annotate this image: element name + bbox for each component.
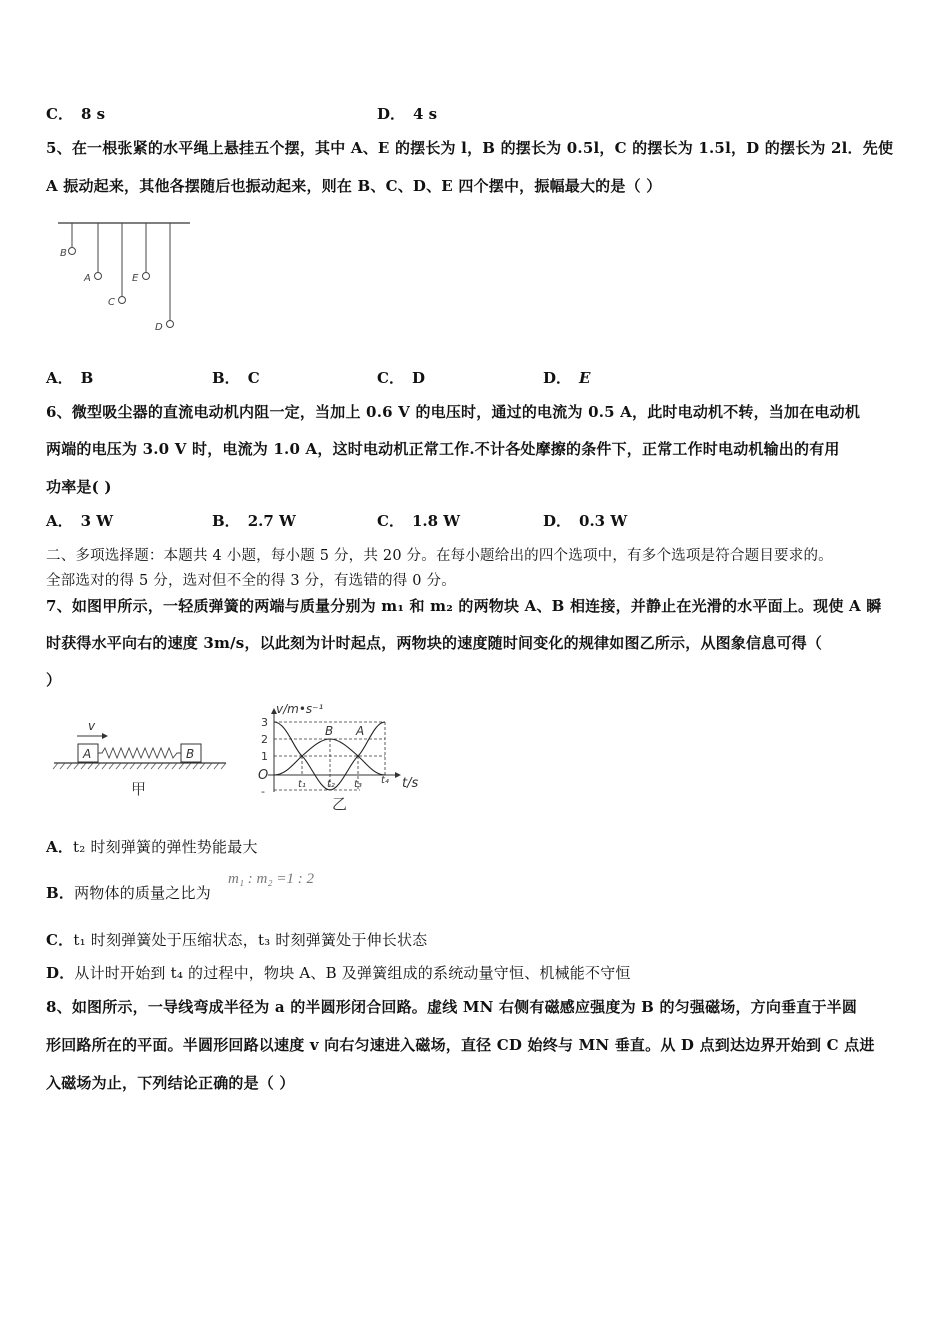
q5-stem-line2: A 振动起来，其他各摆随后也振动起来，则在 B、C、D、E 四个摆中，振幅最大的是（ ）: [46, 177, 662, 195]
q7-option-a[interactable]: [46, 836, 258, 857]
q4-option-d[interactable]: [377, 103, 437, 124]
q6-option-d[interactable]: [543, 510, 627, 531]
q5-option-a[interactable]: [46, 367, 93, 388]
q6-stem-line2: 两端的电压为 3.0 V 时，电流为 1.0 A，这时电动机正常工作.不计各处摩擦的条件下，正常工作时电动机输出的有用: [46, 440, 840, 458]
option-text: 两物体的质量之比为: [74, 884, 211, 902]
q6-stem-line1: 6、微型吸尘器的直流电动机内阻一定，当加上 0.6 V 的电压时，通过的电流为 0.5 A，此时电动机不转，当加在电动机: [46, 403, 861, 421]
option-key: A．: [46, 512, 73, 530]
q6-option-c[interactable]: [377, 510, 460, 531]
x-tick-t4: t₄: [381, 775, 389, 786]
section2-heading-line2: 全部选对的得 5 分，选对但不全的得 3 分，有选错的得 0 分。: [46, 573, 456, 589]
curve-b: [274, 739, 385, 775]
y-tick-1: 1: [261, 750, 268, 763]
q6-option-b[interactable]: [212, 510, 296, 531]
section2-heading-line1: 二、多项选择题：本题共 4 小题，每小题 5 分，共 20 分。在每小题给出的四个选项中，有多个选项是符合题目要求的。: [46, 548, 833, 564]
option-text: 2.7 W: [247, 512, 296, 530]
curve-label-a: A: [356, 724, 365, 738]
option-key: D．: [377, 105, 406, 123]
option-key: C．: [377, 369, 404, 387]
origin-label: O: [258, 768, 269, 783]
q7-option-b[interactable]: [46, 882, 211, 903]
pendulum-label-e: E: [132, 273, 139, 284]
option-key: C．: [46, 931, 74, 949]
y-axis-label: v/m•s⁻¹: [276, 702, 324, 716]
pendulum-label-d: D: [155, 322, 163, 333]
mass-ratio-formula: m₁ : m₂ =1 : 2: [228, 871, 314, 887]
option-key: C．: [46, 105, 73, 123]
spring-blocks-figure: [50, 712, 235, 807]
option-text: t₂ 时刻弹簧的弹性势能最大: [73, 838, 258, 856]
x-axis-label: t/s: [402, 776, 419, 791]
option-text: 4 s: [413, 105, 438, 123]
option-key: B．: [212, 369, 240, 387]
block-b-label: B: [186, 747, 195, 761]
velocity-time-graph: [250, 697, 430, 815]
q7-stem-line3: ）: [46, 671, 62, 689]
x-tick-t1: t₁: [298, 779, 306, 790]
figure-a-caption: 甲: [131, 780, 147, 798]
pendulum-label-c: C: [108, 297, 115, 308]
y-tick-3: 3: [261, 716, 268, 729]
option-text: 3 W: [80, 512, 114, 530]
y-tick-2: 2: [261, 733, 268, 746]
x-tick-t2: t₂: [327, 779, 335, 790]
q8-stem-line2: 形回路所在的平面。半圆形回路以速度 v 向右匀速进入磁场，直径 CD 始终与 MN 垂直。从 D 点到达边界开始到 C 点进: [46, 1036, 875, 1054]
option-text: E: [579, 369, 591, 387]
option-key: C．: [377, 512, 404, 530]
option-text: 从计时开始到 t₄ 的过程中，物块 A、B 及弹簧组成的系统动量守恒、机械能不守恒: [74, 964, 631, 982]
pendulum-label-b: B: [60, 248, 67, 259]
q4-option-c[interactable]: [46, 103, 105, 124]
curve-label-b: B: [325, 724, 334, 738]
q6-stem-line3: 功率是( ): [46, 478, 112, 496]
spring: [98, 748, 181, 758]
option-key: B．: [46, 884, 75, 902]
q5-option-d[interactable]: [543, 367, 590, 388]
y-tick-minus: -: [261, 785, 265, 798]
option-key: B．: [212, 512, 240, 530]
block-a-label: A: [83, 747, 92, 761]
x-tick-t3: t₃: [354, 779, 362, 790]
option-key: D．: [543, 369, 572, 387]
pendulum-figure: [50, 215, 195, 340]
q7-stem-line1: 7、如图甲所示，一轻质弹簧的两端与质量分别为 m₁ 和 m₂ 的两物块 A、B 相连接，并静止在光滑的水平面上。现使 A 瞬: [46, 597, 882, 615]
q5-stem-line1: 5、在一根张紧的水平绳上悬挂五个摆，其中 A、E 的摆长为 l，B 的摆长为 0.5l，C 的摆长为 1.5l，D 的摆长为 2l．先使: [46, 139, 894, 157]
option-key: A．: [46, 838, 74, 856]
q8-stem-line3: 入磁场为止，下列结论正确的是（ ）: [46, 1074, 295, 1092]
option-text: 0.3 W: [579, 512, 628, 530]
option-key: A．: [46, 369, 73, 387]
q7-stem-line2: 时获得水平向右的速度 3m/s，以此刻为计时起点，两物块的速度随时间变化的规律如图乙所示，从图象信息可得（: [46, 634, 823, 652]
q5-option-b[interactable]: [212, 367, 260, 388]
q6-option-a[interactable]: [46, 510, 113, 531]
option-text: D: [411, 369, 425, 387]
option-text: t₁ 时刻弹簧处于压缩状态，t₃ 时刻弹簧处于伸长状态: [73, 931, 428, 949]
q7-option-c[interactable]: [46, 929, 427, 950]
option-key: D．: [543, 512, 572, 530]
option-key: D．: [46, 964, 75, 982]
option-text: C: [247, 369, 260, 387]
pendulum-label-a: A: [84, 273, 91, 284]
option-text: 1.8 W: [411, 512, 461, 530]
option-text: B: [80, 369, 94, 387]
figure-b-caption: 乙: [332, 795, 348, 813]
velocity-label: v: [88, 719, 96, 733]
option-text: 8 s: [80, 105, 106, 123]
q7-option-d[interactable]: [46, 962, 631, 983]
q5-option-c[interactable]: [377, 367, 425, 388]
q8-stem-line1: 8、如图所示，一导线弯成半径为 a 的半圆形闭合回路。虚线 MN 右侧有磁感应强度为 B 的匀强磁场，方向垂直于半圆: [46, 998, 858, 1016]
